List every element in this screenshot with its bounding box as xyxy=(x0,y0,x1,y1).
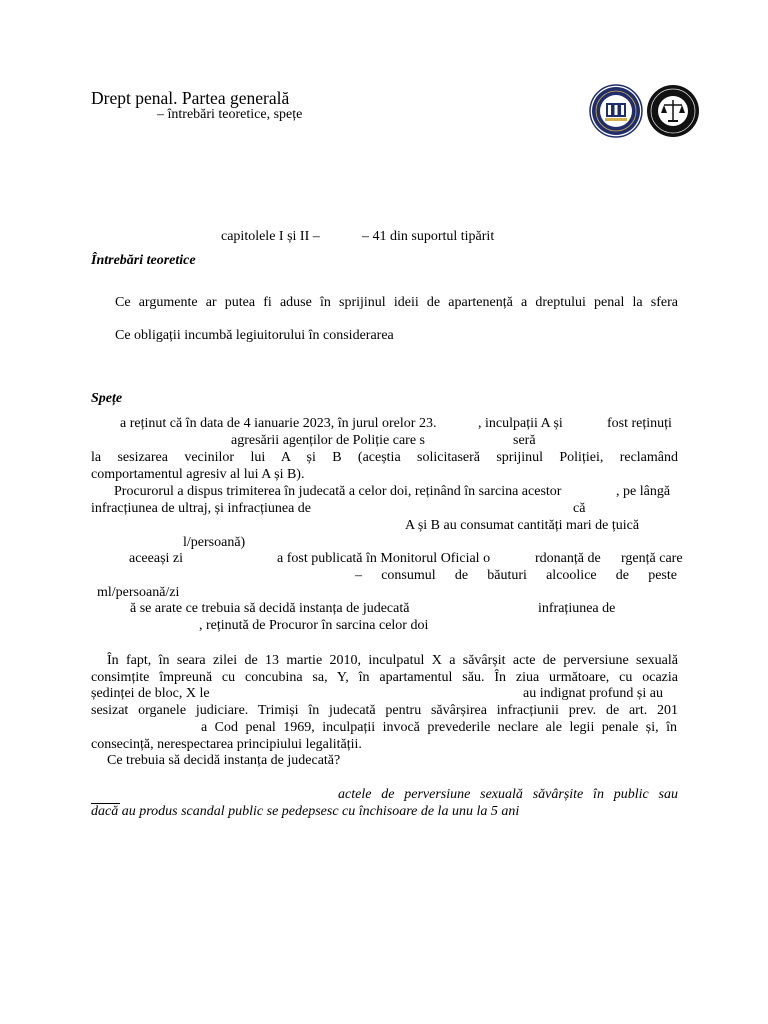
university-seal-logo xyxy=(589,84,643,138)
case1-line12b: infrațiunea de xyxy=(538,601,616,616)
case2-line1: În fapt, în seara zilei de 13 martie 2010, inculpatul X a săvârșit acte de perversiune sexuală xyxy=(107,653,678,668)
case1-line9a: aceeași zi xyxy=(129,551,184,566)
case1-line1a: a reținut că în data de 4 ianuarie 2023, în jurul orelor 23. xyxy=(120,416,437,431)
case1-line2a: agresării agenților de Poliție care s xyxy=(231,433,425,448)
document-subtitle: – întrebări teoretice, spețe xyxy=(157,107,303,122)
case1-line1c: fost reținuți xyxy=(607,416,672,431)
theory-question-2: Ce obligații incumbă legiuitorului în considerarea xyxy=(115,328,394,343)
case1-line11: ml/persoană/zi xyxy=(97,585,180,600)
scope-pages: – 41 din suportul tipărit xyxy=(362,229,495,244)
case1-line9d: rgență care xyxy=(621,551,683,566)
document-title: Drept penal. Partea generală xyxy=(91,88,290,108)
case1-line12a: ă se arate ce trebuia să decidă instanța de judecată xyxy=(130,601,410,616)
footnote-line2: dacă au produs scandal public se pedepsesc cu închisoare de la unu la 5 ani xyxy=(91,804,520,819)
theory-heading: Întrebări teoretice xyxy=(91,253,196,268)
case1-line5b: , pe lângă xyxy=(616,484,671,499)
case1-line4: comportamentul agresiv al lui A și B). xyxy=(91,467,305,482)
cases-heading: Spețe xyxy=(91,391,123,406)
scope-chapters: capitolele I și II – xyxy=(221,229,320,244)
case1-line5a: Procurorul a dispus trimiterea în judecată a celor doi, reținând în sarcina acestor xyxy=(114,484,562,499)
case2-line2: consimțite împreună cu concubina sa, Y, în apartamentul său. În ziua următoare, cu ocazia xyxy=(91,670,678,685)
case1-line8: l/persoană) xyxy=(183,535,246,550)
case1-line9c: rdonanță de xyxy=(535,551,601,566)
case1-line6b: că xyxy=(573,501,586,516)
case2-line6: consecință, nerespectarea principiului legalității. xyxy=(91,737,362,752)
case2-question: Ce trebuia să decidă instanța de judecată? xyxy=(107,753,341,768)
case1-line3: la sesizarea vecinilor lui A și B (aceștia solicitaseră sprijinul Poliției, reclamând xyxy=(91,450,678,465)
case2-line5: a Cod penal 1969, inculpații invocă prevederile neclare ale legii penale și, în xyxy=(201,720,677,735)
case2-line3b: au indignat profund și au xyxy=(523,686,663,701)
case1-line1b: , inculpații A și xyxy=(478,416,563,431)
case1-line13: , reținută de Procuror în sarcina celor doi xyxy=(199,618,429,633)
case1-line9b: a fost publicată în Monitorul Oficial o xyxy=(277,551,491,566)
faculty-seal-logo xyxy=(646,84,700,138)
case1-line10: – consumul de băuturi alcoolice de peste xyxy=(355,568,677,583)
case1-line6a: infracțiunea de ultraj, și infracțiunea de xyxy=(91,501,312,516)
case2-line4: sesizat organele judiciare. Trimiși în judecată pentru săvârșirea infracțiunii prev. de art. 201 xyxy=(91,703,678,718)
case1-line2b: seră xyxy=(513,433,536,448)
case2-line3a: ședinței de bloc, X le xyxy=(91,686,210,701)
footnote-line1: actele de perversiune sexuală săvârșite în public sau xyxy=(338,787,678,802)
case1-line7: A și B au consumat cantități mari de țuică xyxy=(405,518,640,533)
theory-question-1: Ce argumente ar putea fi aduse în sprijinul ideii de apartenență a dreptului penal la sfera xyxy=(115,295,678,310)
